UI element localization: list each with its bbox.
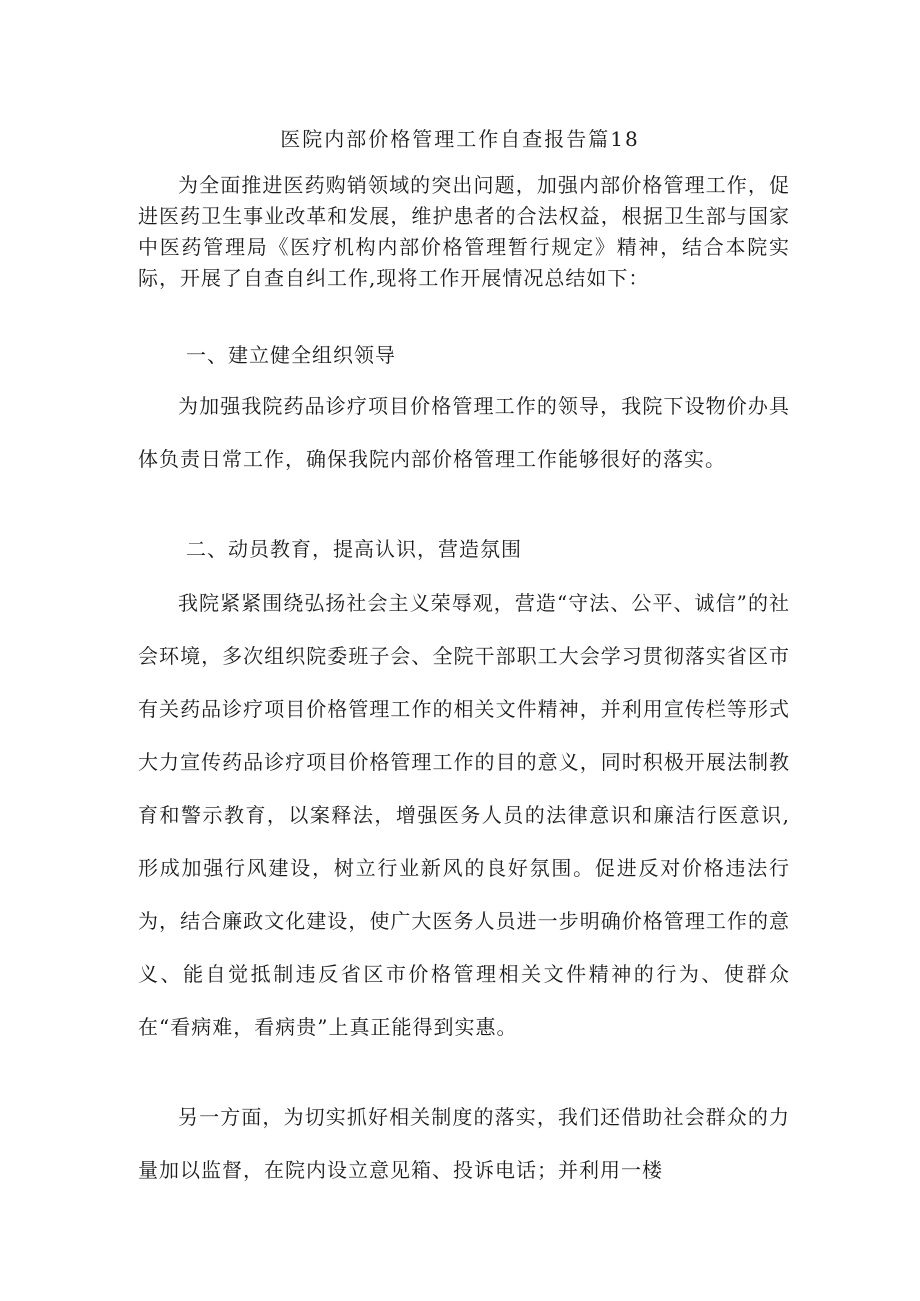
section-2-heading: 二、动员教育，提高认识，营造氛围 <box>186 537 522 561</box>
section-1-paragraph: 为加强我院药品诊疗项目价格管理工作的领导，我院下设物价办具体负责日常工作，确保我院内部价格管理工作能够很好的落实。 <box>138 394 790 471</box>
section-2-paragraph: 我院紧紧围绕弘扬社会主义荣辱观，营造“守法、公平、诚信”的社会环境，多次组织院委班子会、全院干部职工大会学习贯彻落实省区市有关药品诊疗项目价格管理工作的相关文件精神，并利用宣传栏等形式大力宣传药品诊疗项目价格管理工作的目的意义，同时积极开展法制教育和警示教育，以案释法，增强医务人员的法律意识和廉洁行医意识,形成加强行风建设，树立行业新风的良好氛围。促进反对价格违法行为，结合廉政文化建设，使广大医务人员进一步明确价格管理工作的意义、能自觉抵制违反省区市价格管理相关文件精神的行为、使群众在“看病难，看病贵”上真正能得到实惠。 <box>138 591 790 1039</box>
document-title: 医院内部价格管理工作自查报告篇18 <box>280 127 640 151</box>
section-1-heading: 一、建立健全组织领导 <box>186 343 396 367</box>
section-2-paragraph-continued: 另一方面，为切实抓好相关制度的落实，我们还借助社会群众的力量加以监督，在院内设立意见箱、投诉电话；并利用一楼 <box>138 1105 790 1182</box>
intro-paragraph: 为全面推进医药购销领域的突出问题，加强内部价格管理工作，促进医药卫生事业改革和发展，维护患者的合法权益，根据卫生部与国家中医药管理局《医疗机构内部价格管理暂行规定》精神，结合本院实际，开展了自查自纠工作,现将工作开展情况总结如下： <box>138 173 790 290</box>
